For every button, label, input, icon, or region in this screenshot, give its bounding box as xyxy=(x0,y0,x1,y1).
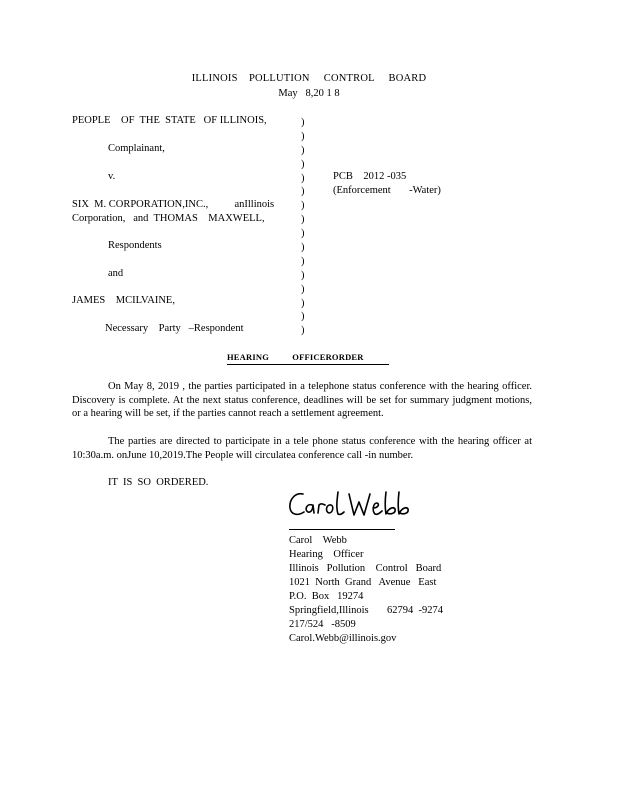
caption-paren: ) xyxy=(301,158,305,170)
address-line-1: 1021 North Grand Avenue East xyxy=(289,577,437,588)
caption-paren: ) xyxy=(301,214,305,226)
caption-paren: ) xyxy=(301,311,305,323)
address-line-2: P.O. Box 19274 xyxy=(289,591,364,602)
caption-paren: ) xyxy=(301,297,305,309)
caption-paren: ) xyxy=(301,242,305,254)
signer-name: Carol Webb xyxy=(289,535,347,546)
caption-paren: ) xyxy=(301,283,305,295)
order-date: May 8,20 1 8 xyxy=(278,88,340,99)
respondents-role: Respondents xyxy=(108,240,162,251)
caption-paren: ) xyxy=(301,228,305,240)
signer-phone: 217/524 -8509 xyxy=(289,619,356,630)
caption-paren-column xyxy=(301,116,311,338)
necessary-party: JAMES MCILVAINE, xyxy=(72,295,175,306)
complainant-party: PEOPLE OF THE STATE OF ILLINOIS, xyxy=(72,115,267,126)
case-number: PCB 2012 -035 xyxy=(333,171,407,182)
signature-line xyxy=(289,529,395,530)
board-title: ILLINOIS POLLUTION CONTROL BOARD xyxy=(191,73,427,84)
versus-label: v. xyxy=(108,171,116,182)
order-paragraph-2: The parties are directed to participate in a tele phone status conference with the hearing officer at 10:30a.m. onJune 10,2019.The People will circulatea conference call -in number. xyxy=(72,436,532,461)
order-closing: IT IS SO ORDERED. xyxy=(108,477,209,488)
caption-paren: ) xyxy=(301,144,305,156)
necessary-party-role: Necessary Party –Respondent xyxy=(105,323,244,334)
caption-paren: ) xyxy=(301,130,305,142)
caption-paren: ) xyxy=(301,255,305,267)
signature-block xyxy=(289,534,443,646)
handwritten-signature xyxy=(285,488,415,528)
caption-paren: ) xyxy=(301,172,305,184)
caption-paren: ) xyxy=(301,325,305,337)
order-heading-underline xyxy=(227,364,389,365)
signer-agency: Illinois Pollution Control Board xyxy=(289,563,442,574)
respondent-party-line1: SIX M. CORPORATION,INC., anIllinois xyxy=(72,199,275,210)
order-paragraph-1: On May 8, 2019 , the parties participated in a telephone status conference with the hearing officer. Discovery is complete. At the next status conference, deadlines will be set for summary judgment motions, or a hearing will be set, if the parties cannot reach a settlement agreement. xyxy=(72,381,532,419)
signer-email[interactable]: Carol.Webb@illinois.gov xyxy=(289,633,397,644)
and-label: and xyxy=(108,268,124,279)
signer-title: Hearing Officer xyxy=(289,549,364,560)
respondent-party-line2: Corporation, and THOMAS MAXWELL, xyxy=(72,213,265,224)
order-heading: HEARING OFFICERORDER xyxy=(227,352,364,362)
caption-paren: ) xyxy=(301,200,305,212)
caption-paren: ) xyxy=(301,186,305,198)
address-city: Springfield,Illinois 62794 -9274 xyxy=(289,605,443,616)
caption-paren: ) xyxy=(301,117,305,128)
complainant-role: Complainant, xyxy=(108,143,165,154)
caption-paren: ) xyxy=(301,269,305,281)
case-type: (Enforcement -Water) xyxy=(333,185,441,196)
